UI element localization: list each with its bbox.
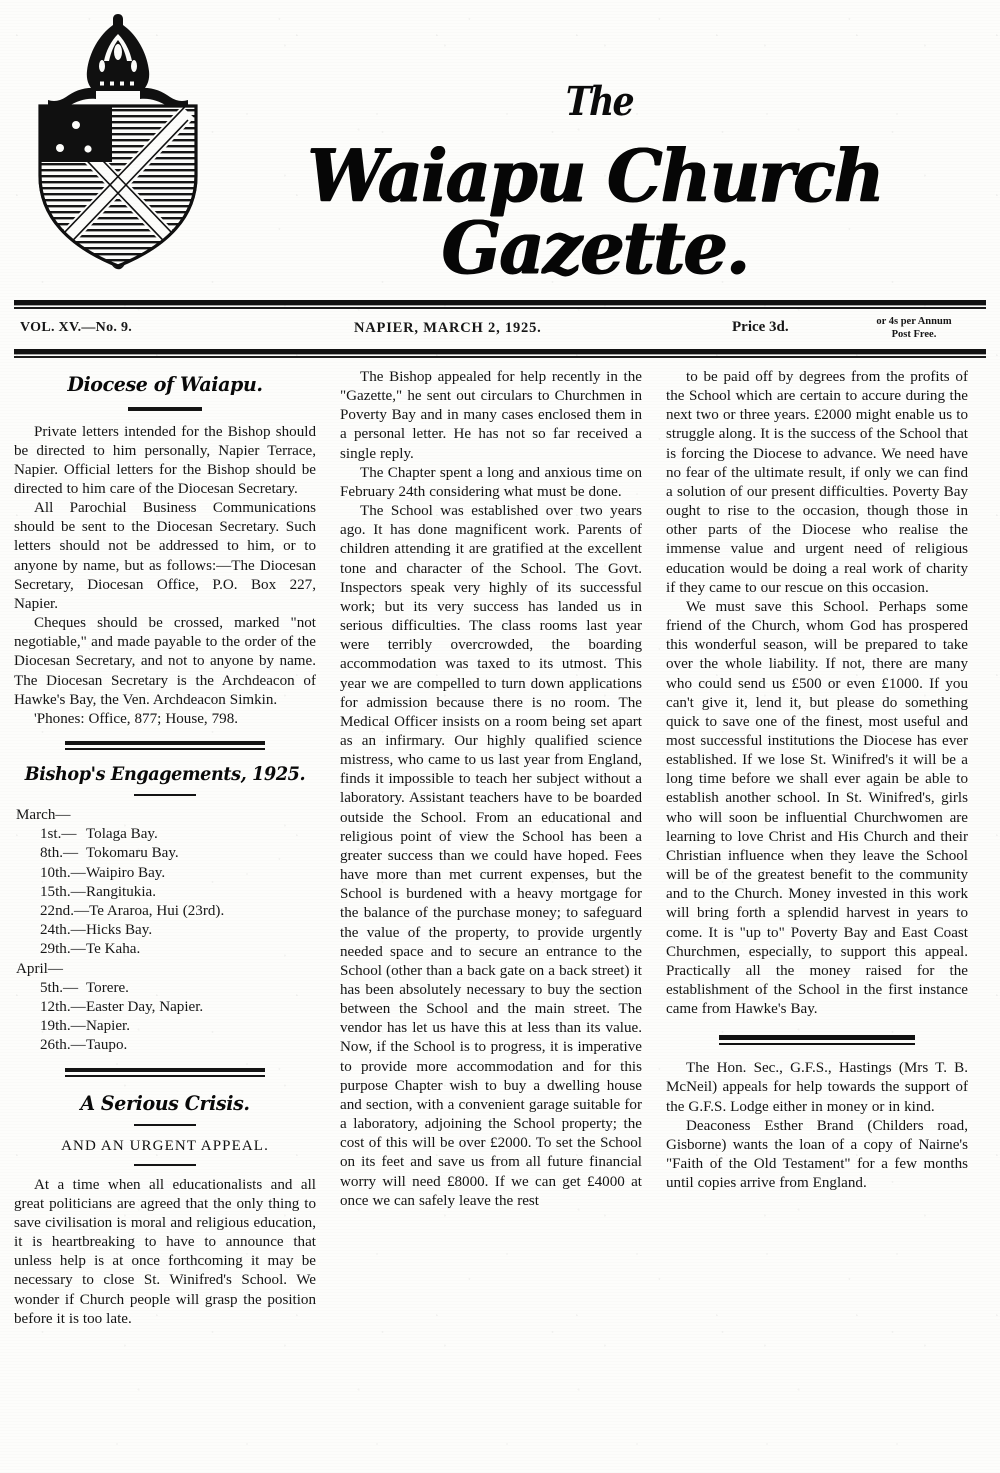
divider bbox=[134, 794, 196, 796]
engagement-date: 10th.— bbox=[40, 864, 86, 881]
paragraph: At a time when all educationalists and all great politicians are agreed that the only thing to save civilisation is moral and religious education, it is heartbreaking to have to announce that unless help is at once forthcoming it may be necessary to close St. Winifred's School. We wonder if Church people will grasp the position before it is too late. bbox=[14, 1176, 316, 1327]
engagement-place: Waipiro Bay. bbox=[86, 864, 166, 881]
engagement-entry bbox=[14, 864, 316, 883]
price-label: Price 3d. bbox=[732, 319, 789, 335]
engagement-date: 29th.— bbox=[40, 941, 86, 958]
paragraph: Private letters intended for the Bishop should be directed to him personally, Napier Terrace, Napier. Official letters for the Bishop should be directed to him care of the Diocesan Secretary. bbox=[14, 423, 316, 497]
paragraph: The School was established over two years ago. It has done magnificent work. Parents of children attending it are gratified at the excellent tone and character of the School. The Govt. Inspectors speak very highly of its successful work; but its very success has landed us in serious difficulties. The class rooms last year were terribly overcrowded, the boarding accommodation was taxed to its utmost. This year we are compelled to turn down applications for admission because there is no room. The Medical Officer insists on a room being set apart as an infirmary. Our highly qualified science mistress, who came to us last year from England, finds it impossible to teach her subject without a laboratory. Assistant teachers have to be boarded outside the School. From an educational and religious point of view the School has been a greater success than we could have hoped. Fees have more than met current expenses, but the School is burdened with a heavy mortgage for the balance of the purchase money; to safeguard the value of the property, to provide urgently needed space and to secure an entrance to the School (other than a back gate on a back street) it has been absolutely necessary to buy the section between the School and the main street. The vendor has let us have this at less than its value. Now, if the School is to progress, it is imperative to provide more accommodation and for this purpose Chapter wish to buy a dwelling house and section, with a convenient garage suitable for a laboratory, adjoining the School property; the cost of this will be over £2000. To set the School on its feet and save us from all future financial worry will need £8000. If we can get £4000 at once we can safely leave the rest bbox=[340, 503, 642, 1209]
engagement-month: March— bbox=[16, 807, 71, 823]
engagement-place: Easter Day, Napier. bbox=[86, 999, 204, 1016]
divider bbox=[65, 741, 265, 750]
engagement-place: Hicks Bay. bbox=[86, 922, 153, 939]
column-1 bbox=[14, 368, 316, 1473]
paragraph: We must save this School. Perhaps some friend of the Church, whom God has prospered this wonderful season, will be prepared to take over the whole liability. If not, there are many who could send us £500 or even £1000. If you can't give it, lend it, but please do something quick to save one of the finest, most useful and most successful institutions the Diocese has ever established. If we lose St. Winifred's it will be a long time before we shall ever again be able to establish another school. In St. Winifred's, girls who will soon be influential Churchwomen are learning to love Christ and His Church and their Christian influence when they leave the School will be of the greatest benefit to the community and to the Church. Money invested in this work will bring forth a splendid harvest in years to come. It is "up to" Poverty Bay and East Coast Churchmen, especially, to support this appeal. Practically all the money raised for the establishment of the School in the first instance came from Hawke's Bay. bbox=[666, 598, 968, 1018]
engagement-place: Tokomaru Bay. bbox=[86, 845, 179, 862]
engagement-date: 1st.— bbox=[40, 826, 77, 843]
section-heading-engagements: Bishop's Engagements, 1925. bbox=[24, 764, 306, 785]
divider bbox=[134, 1124, 196, 1126]
engagement-date: 8th.— bbox=[40, 845, 79, 862]
masthead-the: The bbox=[564, 78, 634, 125]
masthead-title: Waiapu Church Gazette. bbox=[307, 133, 883, 290]
volume-number: VOL. XV.—No. 9. bbox=[20, 320, 133, 335]
paragraph: All Parochial Business Communications should be sent to the Diocesan Secretary. Such letters should not be addressed to him, or to anyone by name, but as follows:—The Diocesan Secretary, Diocesan Office, P.O. Box 227, Napier. bbox=[14, 500, 316, 612]
terms-line-1: or 4s per Annum bbox=[876, 316, 952, 327]
notice: Deaconess Esther Brand (Childers road, Gisborne) wants the loan of a copy of Nairne's "Faith of the Old Testament" for a few months until copies arrive from England. bbox=[666, 1117, 968, 1192]
divider bbox=[128, 407, 202, 411]
engagement-date: 15th.— bbox=[40, 883, 86, 900]
section-heading-crisis: A Serious Crisis. bbox=[80, 1090, 250, 1115]
paragraph: The Chapter spent a long and anxious time on February 24th considering what must be done. bbox=[340, 464, 642, 500]
engagement-date: 24th.— bbox=[40, 922, 86, 939]
column-2 bbox=[340, 368, 642, 1473]
section-heading-diocese: Diocese of Waiapu. bbox=[67, 372, 263, 396]
engagement-date: 5th.— bbox=[40, 979, 79, 996]
masthead-rule-top bbox=[14, 300, 986, 305]
engagement-place: Te Kaha. bbox=[86, 941, 141, 958]
paragraph-phones: 'Phones: Office, 877; House, 798. bbox=[34, 710, 239, 727]
engagement-date: 19th.— bbox=[40, 1018, 86, 1035]
divider bbox=[65, 1068, 265, 1077]
paragraph: Cheques should be crossed, marked "not negotiable," and made payable to the order of the Diocesan Secretary, and not to anyone by name. The Diocesan Secretary is the Archdeacon of Hawke's Bay, the Ven. Archdeacon Simkin. bbox=[14, 615, 316, 708]
engagement-place: Te Araroa, Hui (23rd). bbox=[89, 903, 225, 920]
subheading-appeal: AND AN URGENT APPEAL. bbox=[61, 1137, 269, 1154]
engagement-date: 12th.— bbox=[40, 999, 86, 1016]
engagement-entry bbox=[14, 1036, 316, 1055]
subscription-terms bbox=[834, 315, 994, 341]
engagement-entry bbox=[14, 902, 316, 921]
engagement-entry bbox=[14, 921, 316, 940]
article-columns bbox=[14, 368, 986, 1473]
engagements-list bbox=[14, 806, 316, 1056]
engagement-place: Torere. bbox=[86, 979, 129, 996]
place-and-date: NAPIER, MARCH 2, 1925. bbox=[354, 320, 542, 336]
engagement-entry bbox=[14, 979, 316, 998]
masthead-rule-bottom bbox=[14, 349, 986, 354]
engagement-entry bbox=[14, 1017, 316, 1036]
divider bbox=[719, 1035, 915, 1045]
engagement-date: 22nd.— bbox=[40, 903, 90, 920]
masthead-rule-bottom-thin bbox=[14, 356, 986, 358]
engagement-month: April— bbox=[16, 960, 63, 977]
engagement-entry bbox=[14, 825, 316, 844]
engagement-place: Tolaga Bay. bbox=[86, 826, 158, 843]
engagement-place: Rangitukia. bbox=[86, 883, 157, 900]
engagement-date: 26th.— bbox=[40, 1037, 86, 1054]
column-3 bbox=[666, 368, 968, 1473]
engagement-entry bbox=[14, 998, 316, 1017]
volume-bar bbox=[14, 309, 986, 349]
engagement-place: Taupo. bbox=[86, 1037, 128, 1054]
masthead bbox=[0, 0, 1000, 300]
paragraph: The Bishop appealed for help recently in the "Gazette," he sent out circulars to Churchmen in Poverty Bay and in many cases enclosed them in a personal letter. He has not so far received a single reply. bbox=[340, 369, 642, 462]
paragraph: to be paid off by degrees from the profits of the School which are certain to accure during the next two or three years. £2000 might enable us to struggle along. It is the success of the School that is forcing the Diocese to advance. We need have no fear of the ultimate result, if only we can find a solution of our present difficulties. Poverty Bay ought to rise to the occasion, though those in other parts of the Diocese who realise the immense value and urgent need of religious education would be doing a real work of charity if they came to our rescue on this occasion. bbox=[666, 369, 968, 596]
terms-line-2: Post Free. bbox=[891, 329, 937, 341]
divider bbox=[134, 1164, 196, 1166]
notice: The Hon. Sec., G.F.S., Hastings (Mrs T. B. McNeil) appeals for help towards the support of the G.F.S. Lodge either in money or in kind. bbox=[666, 1060, 968, 1115]
engagement-entry bbox=[14, 844, 316, 863]
engagement-place: Napier. bbox=[86, 1018, 131, 1035]
coat-of-arms-icon bbox=[18, 8, 218, 278]
engagement-entry bbox=[14, 883, 316, 902]
engagement-entry bbox=[14, 940, 316, 959]
